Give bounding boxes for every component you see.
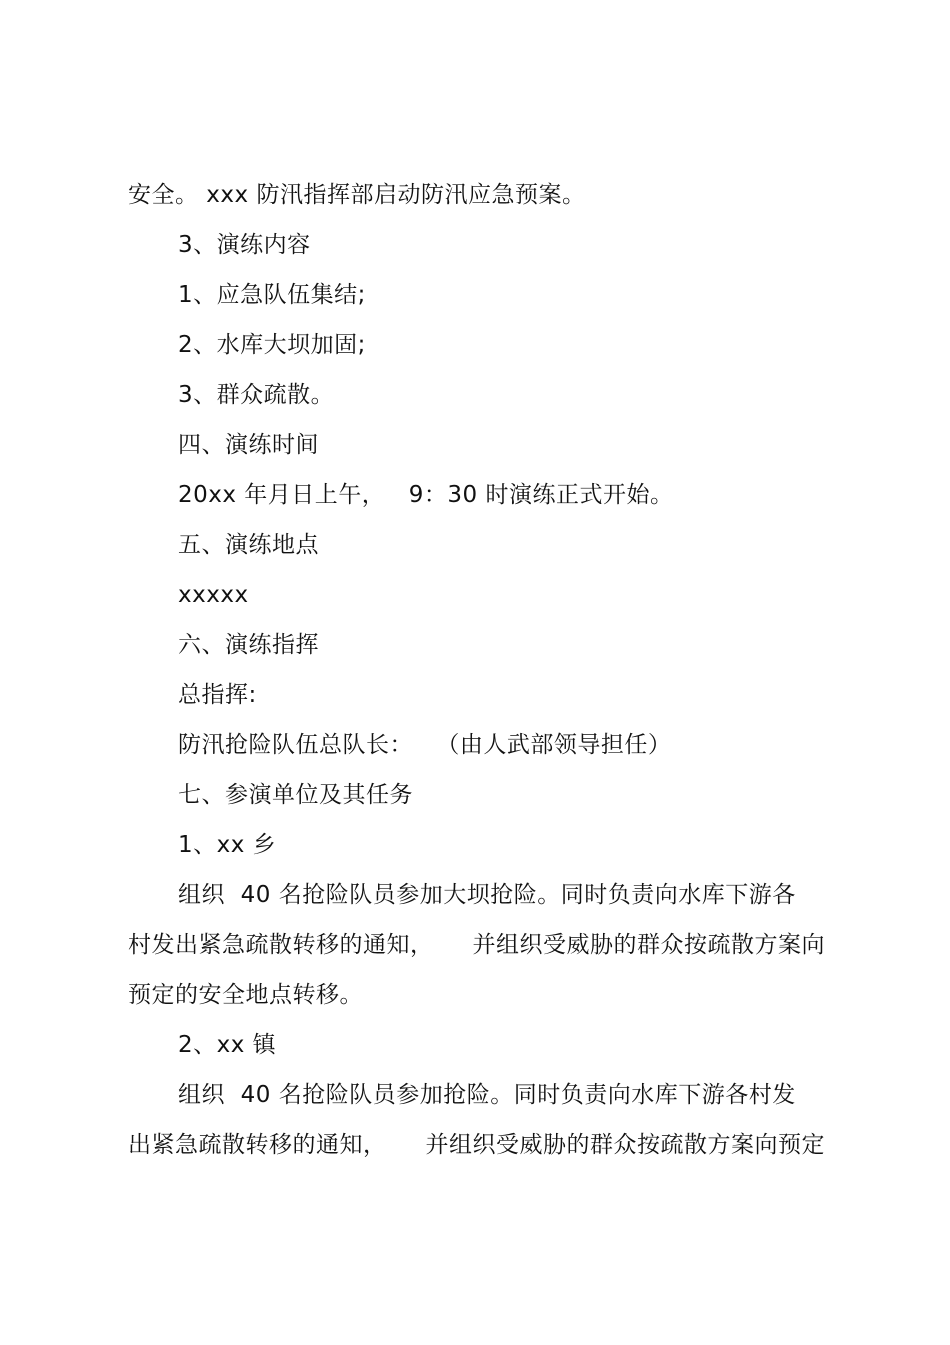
paragraph-line: 总指挥:: [178, 682, 257, 708]
list-item: 2、水库大坝加固;: [178, 332, 366, 358]
paragraph-line: xxxxx: [178, 582, 249, 608]
section-heading: 四、演练时间: [178, 432, 319, 458]
section-heading: 六、演练指挥: [178, 632, 319, 658]
list-item: 1、xx 乡: [178, 832, 277, 858]
section-heading: 3、演练内容: [178, 232, 311, 258]
section-heading: 七、参演单位及其任务: [178, 782, 413, 808]
paragraph-line: 安全。 xxx 防汛指挥部启动防汛应急预案。: [128, 182, 586, 208]
list-item: 3、群众疏散。: [178, 382, 335, 408]
paragraph-line: 组织 40 名抢险队员参加抢险。同时负责向水库下游各村发: [178, 1082, 796, 1108]
paragraph-line: 20xx 年月日上午， 9：30 时演练正式开始。: [178, 482, 674, 508]
section-heading: 五、演练地点: [178, 532, 319, 558]
paragraph-line: 组织 40 名抢险队员参加大坝抢险。同时负责向水库下游各: [178, 882, 796, 908]
paragraph-line: 出紧急疏散转移的通知， 并组织受威胁的群众按疏散方案向预定: [128, 1132, 826, 1158]
paragraph-line: 防汛抢险队伍总队长： （由人武部领导担任）: [178, 732, 672, 758]
list-item: 1、应急队伍集结;: [178, 282, 366, 308]
paragraph-line: 预定的安全地点转移。: [128, 982, 363, 1008]
paragraph-line: 村发出紧急疏散转移的通知， 并组织受威胁的群众按疏散方案向: [128, 932, 826, 958]
list-item: 2、xx 镇: [178, 1032, 277, 1058]
